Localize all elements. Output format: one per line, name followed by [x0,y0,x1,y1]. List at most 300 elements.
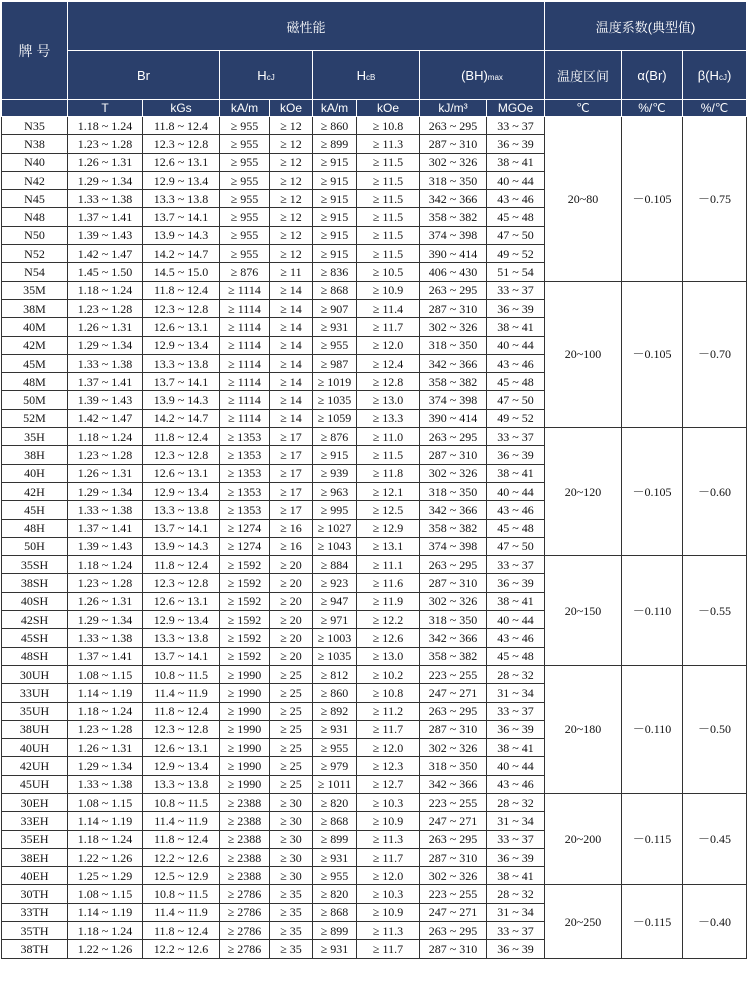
bhmax-kjm3-cell: 287 ~ 310 [420,299,487,317]
temp-range-cell: 20~150 [545,556,622,666]
bhmax-mgoe-cell: 43 ~ 46 [487,501,545,519]
unit-cell: %/℃ [622,100,683,117]
br-kgs-cell: 11.4 ~ 11.9 [143,812,220,830]
bhmax-kjm3-cell: 247 ~ 271 [420,684,487,702]
grade-cell: 38M [2,299,68,317]
hcj-header: HcJ [220,51,313,100]
bhmax-kjm3-cell: 374 ~ 398 [420,537,487,555]
unit-cell: kOe [270,100,313,117]
hcb-koe-cell: ≥ 10.8 [357,684,420,702]
hcb-koe-cell: ≥ 12.2 [357,611,420,629]
bhmax-kjm3-cell: 223 ~ 255 [420,885,487,903]
bhmax-kjm3-cell: 302 ~ 326 [420,318,487,336]
bhmax-mgoe-cell: 28 ~ 32 [487,793,545,811]
grade-cell: 42M [2,336,68,354]
bhmax-mgoe-cell: 33 ~ 37 [487,922,545,940]
grade-cell: 35H [2,428,68,446]
hcb-koe-cell: ≥ 10.3 [357,885,420,903]
bhmax-kjm3-cell: 287 ~ 310 [420,848,487,866]
hcj-koe-cell: ≥ 17 [270,428,313,446]
grade-cell: 35SH [2,556,68,574]
beta-cell: －0.55 [683,556,747,666]
grade-cell: 30UH [2,665,68,683]
br-tesla-cell: 1.08 ~ 1.15 [68,665,143,683]
hcb-koe-cell: ≥ 11.5 [357,208,420,226]
br-tesla-cell: 1.29 ~ 1.34 [68,611,143,629]
alpha-cell: －0.105 [622,428,683,556]
br-tesla-cell: 1.29 ~ 1.34 [68,171,143,189]
br-kgs-cell: 11.8 ~ 12.4 [143,702,220,720]
hcb-kam-cell: ≥ 931 [313,318,357,336]
grade-cell: N52 [2,245,68,263]
hcj-kam-cell: ≥ 955 [220,153,270,171]
br-tesla-cell: 1.26 ~ 1.31 [68,464,143,482]
br-tesla-cell: 1.08 ~ 1.15 [68,885,143,903]
hcb-kam-cell: ≥ 836 [313,263,357,281]
alpha-cell: －0.105 [622,117,683,282]
br-tesla-cell: 1.18 ~ 1.24 [68,556,143,574]
hcb-kam-cell: ≥ 876 [313,428,357,446]
hcj-kam-cell: ≥ 2388 [220,830,270,848]
br-kgs-cell: 13.7 ~ 14.1 [143,519,220,537]
br-kgs-cell: 10.8 ~ 11.5 [143,885,220,903]
grade-cell: 38UH [2,720,68,738]
br-tesla-cell: 1.45 ~ 1.50 [68,263,143,281]
hcj-koe-cell: ≥ 16 [270,537,313,555]
grade-cell: N48 [2,208,68,226]
hcb-koe-cell: ≥ 11.7 [357,318,420,336]
hcj-kam-cell: ≥ 1990 [220,739,270,757]
hcj-koe-cell: ≥ 12 [270,190,313,208]
temp-range-cell: 20~100 [545,281,622,427]
br-kgs-cell: 11.4 ~ 11.9 [143,903,220,921]
br-kgs-cell: 13.7 ~ 14.1 [143,647,220,665]
br-kgs-cell: 12.2 ~ 12.6 [143,940,220,958]
bhmax-mgoe-cell: 38 ~ 41 [487,464,545,482]
bhmax-mgoe-cell: 45 ~ 48 [487,208,545,226]
grade-cell: 42SH [2,611,68,629]
hcb-koe-cell: ≥ 11.9 [357,592,420,610]
bhmax-mgoe-cell: 45 ~ 48 [487,519,545,537]
hcb-kam-cell: ≥ 915 [313,226,357,244]
hcj-koe-cell: ≥ 25 [270,720,313,738]
bhmax-mgoe-cell: 33 ~ 37 [487,702,545,720]
hcb-koe-cell: ≥ 12.0 [357,336,420,354]
hcb-kam-cell: ≥ 820 [313,885,357,903]
grade-cell: 38SH [2,574,68,592]
br-tesla-cell: 1.37 ~ 1.41 [68,373,143,391]
br-kgs-cell: 13.3 ~ 13.8 [143,629,220,647]
unit-cell: %/℃ [683,100,747,117]
hcj-koe-cell: ≥ 25 [270,684,313,702]
grade-cell: 30EH [2,793,68,811]
hcj-kam-cell: ≥ 1114 [220,391,270,409]
br-tesla-cell: 1.18 ~ 1.24 [68,428,143,446]
br-tesla-cell: 1.23 ~ 1.28 [68,446,143,464]
grade-cell: 35UH [2,702,68,720]
hcj-koe-cell: ≥ 35 [270,903,313,921]
br-tesla-cell: 1.18 ~ 1.24 [68,922,143,940]
bhmax-mgoe-cell: 49 ~ 52 [487,245,545,263]
bhmax-kjm3-cell: 302 ~ 326 [420,867,487,885]
temp-range-cell: 20~80 [545,117,622,282]
bhmax-mgoe-cell: 33 ~ 37 [487,556,545,574]
bhmax-mgoe-cell: 36 ~ 39 [487,720,545,738]
grade-cell: 40SH [2,592,68,610]
bhmax-mgoe-cell: 38 ~ 41 [487,153,545,171]
hcj-kam-cell: ≥ 955 [220,208,270,226]
hcb-kam-cell: ≥ 892 [313,702,357,720]
hcj-koe-cell: ≥ 25 [270,702,313,720]
grade-cell: N35 [2,117,68,135]
hcj-koe-cell: ≥ 30 [270,812,313,830]
hcb-koe-cell: ≥ 10.9 [357,903,420,921]
br-tesla-cell: 1.39 ~ 1.43 [68,537,143,555]
hcj-kam-cell: ≥ 1274 [220,519,270,537]
alpha-cell: －0.110 [622,556,683,666]
hcj-koe-cell: ≥ 12 [270,208,313,226]
hcb-kam-cell: ≥ 860 [313,684,357,702]
bhmax-kjm3-cell: 223 ~ 255 [420,793,487,811]
bhmax-kjm3-cell: 223 ~ 255 [420,665,487,683]
bhmax-kjm3-cell: 318 ~ 350 [420,482,487,500]
beta-cell: －0.45 [683,793,747,884]
hcb-kam-cell: ≥ 1027 [313,519,357,537]
bhmax-kjm3-cell: 247 ~ 271 [420,812,487,830]
hcj-koe-cell: ≥ 30 [270,793,313,811]
hcj-kam-cell: ≥ 1990 [220,702,270,720]
hcb-kam-cell: ≥ 955 [313,739,357,757]
hcb-kam-cell: ≥ 884 [313,556,357,574]
bhmax-mgoe-cell: 36 ~ 39 [487,574,545,592]
hcb-kam-cell: ≥ 987 [313,354,357,372]
hcb-koe-cell: ≥ 12.8 [357,373,420,391]
hcb-koe-cell: ≥ 11.4 [357,299,420,317]
bhmax-mgoe-cell: 45 ~ 48 [487,373,545,391]
br-kgs-cell: 11.4 ~ 11.9 [143,684,220,702]
br-header: Br [68,51,220,100]
hcb-kam-cell: ≥ 931 [313,720,357,738]
bhmax-mgoe-cell: 38 ~ 41 [487,592,545,610]
hcb-kam-cell: ≥ 915 [313,171,357,189]
unit-cell: kA/m [220,100,270,117]
br-tesla-cell: 1.42 ~ 1.47 [68,245,143,263]
table-row [2,793,747,811]
hcb-koe-cell: ≥ 10.5 [357,263,420,281]
hcj-kam-cell: ≥ 1114 [220,299,270,317]
hcj-koe-cell: ≥ 14 [270,391,313,409]
hcj-koe-cell: ≥ 12 [270,226,313,244]
hcj-kam-cell: ≥ 1990 [220,757,270,775]
grade-cell: N50 [2,226,68,244]
table-body [2,117,747,959]
grade-cell: 40EH [2,867,68,885]
hcj-kam-cell: ≥ 1114 [220,281,270,299]
table-row [2,665,747,683]
bhmax-mgoe-cell: 47 ~ 50 [487,391,545,409]
bhmax-kjm3-cell: 302 ~ 326 [420,153,487,171]
br-kgs-cell: 12.5 ~ 12.9 [143,867,220,885]
hcb-koe-cell: ≥ 10.9 [357,281,420,299]
unit-row [2,100,747,117]
bhmax-kjm3-cell: 406 ~ 430 [420,263,487,281]
br-kgs-cell: 13.9 ~ 14.3 [143,537,220,555]
br-kgs-cell: 13.9 ~ 14.3 [143,391,220,409]
hcj-koe-cell: ≥ 20 [270,611,313,629]
hcj-kam-cell: ≥ 2388 [220,812,270,830]
bhmax-kjm3-cell: 263 ~ 295 [420,117,487,135]
br-tesla-cell: 1.08 ~ 1.15 [68,793,143,811]
br-tesla-cell: 1.42 ~ 1.47 [68,409,143,427]
br-kgs-cell: 12.6 ~ 13.1 [143,318,220,336]
grade-cell: 40M [2,318,68,336]
hcb-kam-cell: ≥ 907 [313,299,357,317]
grade-cell: 50H [2,537,68,555]
hcj-kam-cell: ≥ 1592 [220,647,270,665]
temp-range-cell: 20~250 [545,885,622,958]
grade-cell: 33UH [2,684,68,702]
bhmax-kjm3-cell: 287 ~ 310 [420,720,487,738]
br-tesla-cell: 1.23 ~ 1.28 [68,299,143,317]
bhmax-mgoe-cell: 43 ~ 46 [487,775,545,793]
unit-cell: kOe [357,100,420,117]
hcb-koe-cell: ≥ 11.3 [357,922,420,940]
temp-range-cell: 20~120 [545,428,622,556]
br-tesla-cell: 1.22 ~ 1.26 [68,940,143,958]
hcb-koe-cell: ≥ 11.3 [357,830,420,848]
bhmax-kjm3-cell: 342 ~ 366 [420,501,487,519]
hcb-kam-cell: ≥ 1003 [313,629,357,647]
br-tesla-cell: 1.18 ~ 1.24 [68,281,143,299]
hcj-kam-cell: ≥ 955 [220,117,270,135]
br-tesla-cell: 1.26 ~ 1.31 [68,739,143,757]
br-kgs-cell: 10.8 ~ 11.5 [143,793,220,811]
magnetic-header: 磁性能 [68,2,545,51]
table-row [2,281,747,299]
br-kgs-cell: 12.3 ~ 12.8 [143,720,220,738]
br-tesla-cell: 1.37 ~ 1.41 [68,208,143,226]
hcj-koe-cell: ≥ 20 [270,629,313,647]
hcb-kam-cell: ≥ 868 [313,903,357,921]
alpha-header: α(Br) [622,51,683,100]
bhmax-kjm3-cell: 302 ~ 326 [420,592,487,610]
grade-cell: 42H [2,482,68,500]
bhmax-mgoe-cell: 38 ~ 41 [487,318,545,336]
grade-cell: 30TH [2,885,68,903]
hcj-kam-cell: ≥ 1353 [220,482,270,500]
alpha-cell: －0.115 [622,885,683,958]
hcj-kam-cell: ≥ 2388 [220,848,270,866]
hcb-koe-cell: ≥ 12.7 [357,775,420,793]
unit-cell: kA/m [313,100,357,117]
hcb-kam-cell: ≥ 860 [313,117,357,135]
table-row [2,428,747,446]
table-row [2,556,747,574]
br-kgs-cell: 12.9 ~ 13.4 [143,336,220,354]
bhmax-mgoe-cell: 43 ~ 46 [487,629,545,647]
hcj-kam-cell: ≥ 955 [220,135,270,153]
hcb-kam-cell: ≥ 1059 [313,409,357,427]
hcb-koe-cell: ≥ 11.7 [357,940,420,958]
br-tesla-cell: 1.23 ~ 1.28 [68,720,143,738]
grade-cell: 33EH [2,812,68,830]
hcb-kam-cell: ≥ 971 [313,611,357,629]
br-tesla-cell: 1.37 ~ 1.41 [68,647,143,665]
hcj-kam-cell: ≥ 1990 [220,665,270,683]
bhmax-kjm3-cell: 342 ~ 366 [420,354,487,372]
hcb-koe-cell: ≥ 11.6 [357,574,420,592]
br-kgs-cell: 12.6 ~ 13.1 [143,592,220,610]
hcb-koe-cell: ≥ 12.4 [357,354,420,372]
bhmax-kjm3-cell: 358 ~ 382 [420,519,487,537]
br-tesla-cell: 1.33 ~ 1.38 [68,775,143,793]
grade-cell: N54 [2,263,68,281]
hcj-koe-cell: ≥ 17 [270,482,313,500]
br-kgs-cell: 12.3 ~ 12.8 [143,135,220,153]
br-tesla-cell: 1.23 ~ 1.28 [68,135,143,153]
beta-cell: －0.60 [683,428,747,556]
br-kgs-cell: 13.9 ~ 14.3 [143,226,220,244]
hcb-koe-cell: ≥ 11.8 [357,464,420,482]
br-tesla-cell: 1.18 ~ 1.24 [68,830,143,848]
br-kgs-cell: 13.7 ~ 14.1 [143,373,220,391]
hcj-koe-cell: ≥ 17 [270,501,313,519]
hcj-koe-cell: ≥ 20 [270,574,313,592]
hcj-koe-cell: ≥ 30 [270,848,313,866]
hcj-kam-cell: ≥ 2786 [220,940,270,958]
grade-cell: N40 [2,153,68,171]
bhmax-mgoe-cell: 36 ~ 39 [487,299,545,317]
hcb-koe-cell: ≥ 11.0 [357,428,420,446]
unit-cell: MGOe [487,100,545,117]
bhmax-kjm3-cell: 342 ~ 366 [420,775,487,793]
hcj-kam-cell: ≥ 1114 [220,373,270,391]
hcj-koe-cell: ≥ 35 [270,922,313,940]
temp-range-header: 温度区间 [545,51,622,100]
hcj-koe-cell: ≥ 14 [270,281,313,299]
br-tesla-cell: 1.33 ~ 1.38 [68,629,143,647]
hcj-koe-cell: ≥ 17 [270,446,313,464]
bhmax-kjm3-cell: 390 ~ 414 [420,409,487,427]
bhmax-mgoe-cell: 47 ~ 50 [487,537,545,555]
br-kgs-cell: 12.6 ~ 13.1 [143,739,220,757]
bhmax-mgoe-cell: 36 ~ 39 [487,135,545,153]
bhmax-kjm3-cell: 358 ~ 382 [420,208,487,226]
bhmax-kjm3-cell: 318 ~ 350 [420,336,487,354]
grade-cell: 52M [2,409,68,427]
hcb-koe-cell: ≥ 13.0 [357,647,420,665]
bhmax-mgoe-cell: 28 ~ 32 [487,665,545,683]
hcj-kam-cell: ≥ 1114 [220,336,270,354]
hcb-kam-cell: ≥ 931 [313,848,357,866]
hcb-kam-cell: ≥ 812 [313,665,357,683]
hcb-kam-cell: ≥ 1035 [313,391,357,409]
bhmax-kjm3-cell: 263 ~ 295 [420,702,487,720]
hcb-kam-cell: ≥ 1019 [313,373,357,391]
hcj-kam-cell: ≥ 2786 [220,903,270,921]
hcb-koe-cell: ≥ 13.1 [357,537,420,555]
br-tesla-cell: 1.39 ~ 1.43 [68,391,143,409]
hcj-kam-cell: ≥ 1592 [220,629,270,647]
br-kgs-cell: 12.6 ~ 13.1 [143,464,220,482]
hcj-koe-cell: ≥ 30 [270,867,313,885]
bhmax-mgoe-cell: 33 ~ 37 [487,428,545,446]
hcb-kam-cell: ≥ 915 [313,446,357,464]
grade-cell: 45SH [2,629,68,647]
hcb-kam-cell: ≥ 868 [313,281,357,299]
beta-cell: －0.75 [683,117,747,282]
unit-cell: T [68,100,143,117]
hcb-koe-cell: ≥ 13.0 [357,391,420,409]
hcb-kam-cell: ≥ 899 [313,922,357,940]
br-kgs-cell: 12.2 ~ 12.6 [143,848,220,866]
grade-cell: N45 [2,190,68,208]
br-kgs-cell: 12.9 ~ 13.4 [143,757,220,775]
bhmax-mgoe-cell: 43 ~ 46 [487,190,545,208]
table-row [2,117,747,135]
hcb-koe-cell: ≥ 11.5 [357,171,420,189]
br-kgs-cell: 13.3 ~ 13.8 [143,775,220,793]
temp-range-cell: 20~180 [545,665,622,793]
hcj-kam-cell: ≥ 1274 [220,537,270,555]
hcb-koe-cell: ≥ 11.1 [357,556,420,574]
br-kgs-cell: 12.9 ~ 13.4 [143,611,220,629]
bhmax-mgoe-cell: 33 ~ 37 [487,117,545,135]
br-tesla-cell: 1.26 ~ 1.31 [68,592,143,610]
beta-cell: －0.40 [683,885,747,958]
bhmax-kjm3-cell: 318 ~ 350 [420,757,487,775]
br-tesla-cell: 1.29 ~ 1.34 [68,482,143,500]
grade-cell: 33TH [2,903,68,921]
bhmax-mgoe-cell: 31 ~ 34 [487,812,545,830]
hcb-koe-cell: ≥ 11.5 [357,153,420,171]
bhmax-kjm3-cell: 390 ~ 414 [420,245,487,263]
hcj-kam-cell: ≥ 1990 [220,684,270,702]
grade-cell: 48SH [2,647,68,665]
temp-range-cell: 20~200 [545,793,622,884]
hcj-koe-cell: ≥ 35 [270,885,313,903]
hcb-kam-cell: ≥ 923 [313,574,357,592]
hcb-kam-cell: ≥ 820 [313,793,357,811]
br-tesla-cell: 1.37 ~ 1.41 [68,519,143,537]
br-tesla-cell: 1.29 ~ 1.34 [68,336,143,354]
hcj-kam-cell: ≥ 1114 [220,318,270,336]
hcj-kam-cell: ≥ 1353 [220,464,270,482]
br-kgs-cell: 13.3 ~ 13.8 [143,354,220,372]
grade-cell: 38H [2,446,68,464]
hcb-koe-cell: ≥ 12.5 [357,501,420,519]
brand-header: 牌 号 [2,2,68,100]
bhmax-mgoe-cell: 40 ~ 44 [487,757,545,775]
hcb-koe-cell: ≥ 10.3 [357,793,420,811]
hcb-kam-cell: ≥ 899 [313,830,357,848]
hcb-kam-cell: ≥ 979 [313,757,357,775]
hcj-koe-cell: ≥ 30 [270,830,313,848]
bhmax-mgoe-cell: 43 ~ 46 [487,354,545,372]
hcj-kam-cell: ≥ 1592 [220,592,270,610]
bhmax-mgoe-cell: 47 ~ 50 [487,226,545,244]
hcb-kam-cell: ≥ 931 [313,940,357,958]
br-kgs-cell: 11.8 ~ 12.4 [143,556,220,574]
hcj-kam-cell: ≥ 955 [220,226,270,244]
br-kgs-cell: 12.3 ~ 12.8 [143,446,220,464]
grade-cell: 45UH [2,775,68,793]
br-kgs-cell: 12.9 ~ 13.4 [143,482,220,500]
hcj-koe-cell: ≥ 25 [270,775,313,793]
hcb-koe-cell: ≥ 12.0 [357,739,420,757]
grade-cell: 50M [2,391,68,409]
unit-cell: ℃ [545,100,622,117]
